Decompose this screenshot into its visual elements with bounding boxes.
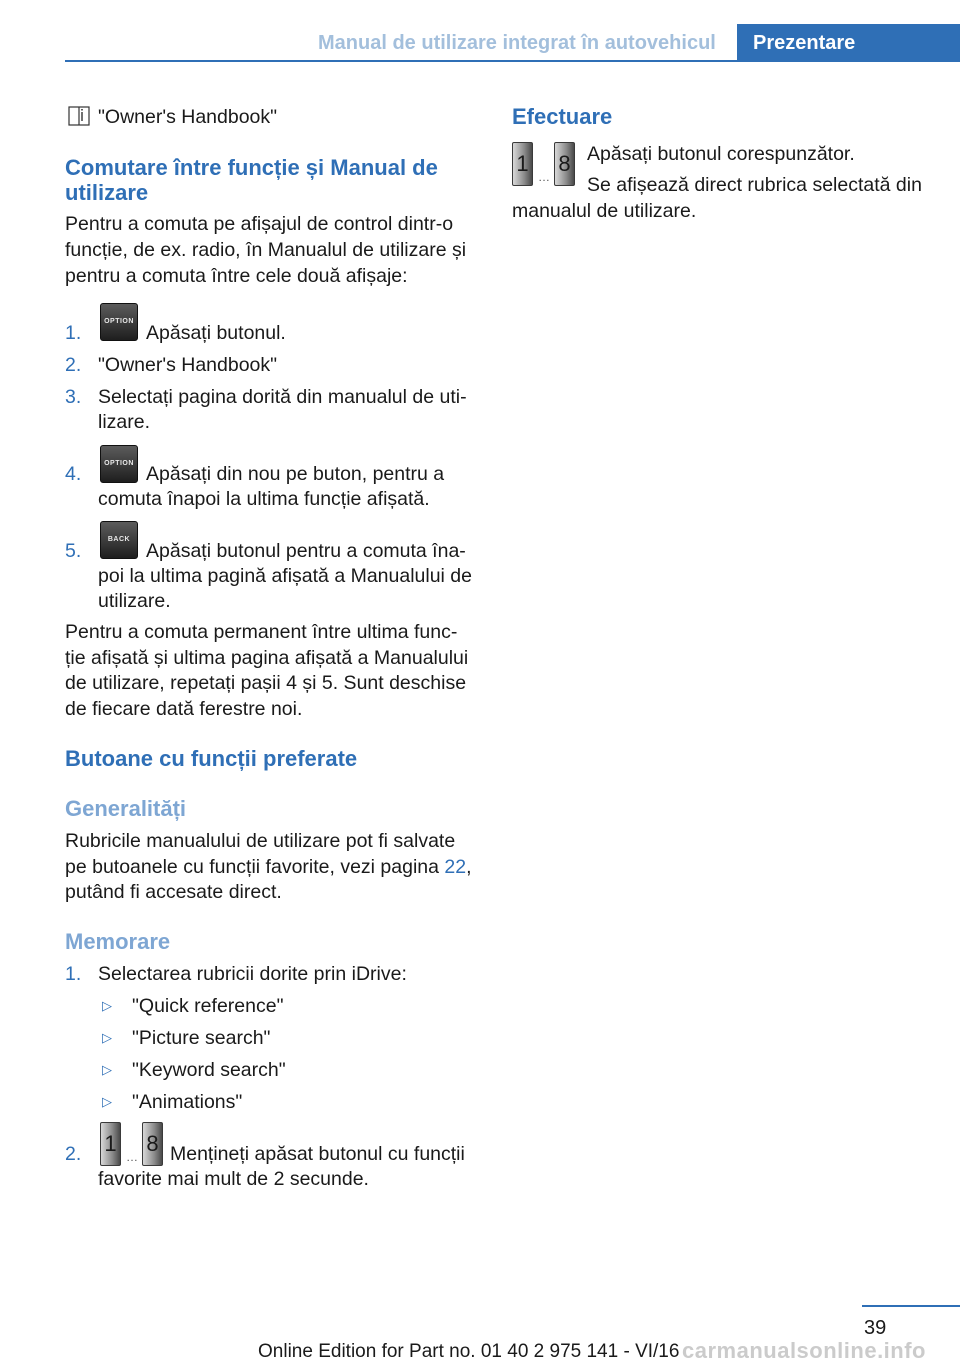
footer-rule xyxy=(862,1305,960,1307)
favorite-key-8: 8 xyxy=(142,1122,163,1166)
step-text: Selectați pagina dorită din manualul de uti- xyxy=(98,386,467,408)
bullet-triangle-icon: ▷ xyxy=(102,1030,112,1045)
step-text: Apăsați butonul pentru a comuta îna- xyxy=(146,540,466,562)
step-number: 2. xyxy=(65,354,82,376)
bullet-item: "Keyword search" xyxy=(132,1059,286,1081)
outro-line-2: ție afișată și ultima pagina afișată a Manualului xyxy=(65,647,469,669)
general-line-3: putând fi accesate direct. xyxy=(65,881,282,903)
step-text: lizare. xyxy=(98,411,151,433)
bullet-triangle-icon: ▷ xyxy=(102,1062,112,1077)
intro-line-2: funcție, de ex. radio, în Manualul de utilizare și xyxy=(65,239,467,261)
bullet-item: "Quick reference" xyxy=(132,995,284,1017)
step-text: Apăsați butonul. xyxy=(146,322,286,344)
subheading-general: Generalități xyxy=(65,796,187,821)
watermark: carmanualsonline.info xyxy=(682,1338,926,1362)
intro-line-3: pentru a comuta între cele două afișaje: xyxy=(65,265,408,287)
favorite-key-1: 1 xyxy=(512,142,533,186)
option-button-icon: OPTION xyxy=(100,303,138,341)
page-number: 39 xyxy=(864,1317,887,1339)
step-text: utilizare. xyxy=(98,590,171,612)
execute-line-2: Se afișează direct rubrica selectată din xyxy=(587,174,922,196)
edition-info: Online Edition for Part no. 01 40 2 975 141 - VI/16 xyxy=(258,1341,680,1362)
favorite-key-8: 8 xyxy=(554,142,575,186)
section-tab: Prezentare xyxy=(737,24,960,62)
step-text: poi la ultima pagină afișată a Manualului de xyxy=(98,565,472,587)
header-title: Manual de utilizare integrat în autovehicul xyxy=(318,32,716,54)
execute-line-1: Apăsați butonul corespunzător. xyxy=(587,143,855,165)
bullet-item: "Animations" xyxy=(132,1091,243,1113)
bullet-item: "Picture search" xyxy=(132,1027,271,1049)
header-rule xyxy=(65,60,960,62)
bullet-triangle-icon: ▷ xyxy=(102,1094,112,1109)
ellipsis: … xyxy=(126,1150,138,1164)
execute-line-3: manualul de utilizare. xyxy=(512,200,697,222)
step-text: "Owner's Handbook" xyxy=(98,354,278,376)
ellipsis: … xyxy=(538,170,550,184)
option-button-icon: OPTION xyxy=(100,445,138,483)
section-heading-execute: Efectuare xyxy=(512,104,613,129)
step-number: 5. xyxy=(65,540,82,562)
intro-line-1: Pentru a comuta pe afișajul de control dintr-o xyxy=(65,213,454,235)
favorite-key-1: 1 xyxy=(100,1122,121,1166)
general-line-2 xyxy=(65,854,472,880)
step-text: Mențineți apăsat butonul cu funcții xyxy=(170,1143,465,1165)
subheading-store: Memorare xyxy=(65,929,171,954)
outro-line-4: de fiecare dată ferestre noi. xyxy=(65,698,303,720)
outro-line-3: de utilizare, repetați pașii 4 și 5. Sunt deschise xyxy=(65,672,467,694)
step-text: Apăsați din nou pe buton, pentru a xyxy=(146,463,445,485)
step-number: 3. xyxy=(65,386,82,408)
step-text: Selectarea rubricii dorite prin iDrive: xyxy=(98,963,407,985)
outro-line-1: Pentru a comuta permanent între ultima func- xyxy=(65,621,458,643)
favorite-buttons-icon xyxy=(100,1122,164,1168)
step-number: 1. xyxy=(65,963,82,985)
bullet-triangle-icon: ▷ xyxy=(102,998,112,1013)
general-line-2-text: pe butoanele cu funcții favorite, vezi pagina xyxy=(65,856,445,878)
back-button-icon: BACK xyxy=(100,521,138,559)
general-line-2-comma: , xyxy=(466,856,472,878)
step-text: comuta înapoi la ultima funcție afișată. xyxy=(98,488,430,510)
section-heading-switch-l2: utilizare xyxy=(65,180,149,205)
section-heading-favorites: Butoane cu funcții preferate xyxy=(65,746,358,771)
step-text: favorite mai mult de 2 secunde. xyxy=(98,1168,369,1190)
section-heading-switch-l1: Comutare între funcție și Manual de xyxy=(65,155,438,180)
favorite-buttons-icon xyxy=(512,142,576,188)
step-number: 4. xyxy=(65,463,82,485)
step-number: 2. xyxy=(65,1143,82,1165)
step-number: 1. xyxy=(65,322,82,344)
page-reference-link[interactable]: 22 xyxy=(444,856,467,878)
book-icon xyxy=(68,106,90,126)
menu-item-label: "Owner's Handbook" xyxy=(98,106,278,128)
general-line-1: Rubricile manualului de utilizare pot fi salvate xyxy=(65,830,456,852)
